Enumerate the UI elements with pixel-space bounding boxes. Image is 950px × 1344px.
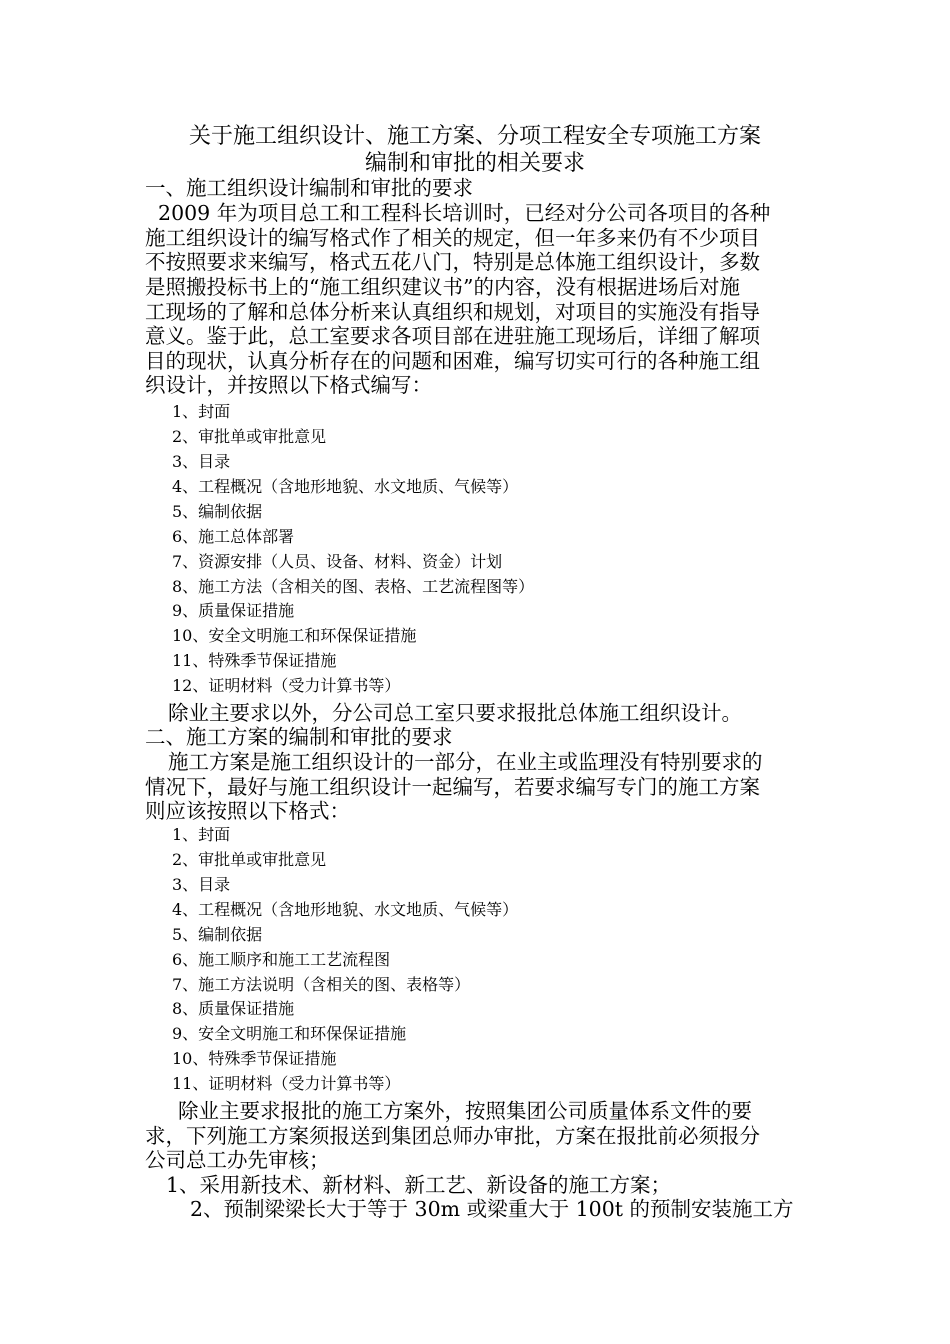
section-2-list-item: 8、质量保证措施 <box>172 999 295 1018</box>
section-2-paragraph-line: 情况下，最好与施工组织设计一起编写，若要求编写专门的施工方案 <box>145 775 760 799</box>
section-1-paragraph-line: 施工组织设计的编写格式作了相关的规定，但一年多来仍有不少项目 <box>145 226 760 250</box>
section-1-heading: 一、施工组织设计编制和审批的要求 <box>145 176 473 200</box>
section-1-list-item: 4、工程概况（含地形地貌、水文地质、气候等） <box>172 477 519 496</box>
section-2-paragraph-line: 施工方案是施工组织设计的一部分，在业主或监理没有特别要求的 <box>168 750 763 774</box>
section-2-list-item: 4、工程概况（含地形地貌、水文地质、气候等） <box>172 900 519 919</box>
section-1-list-item: 1、封面 <box>172 402 231 421</box>
section-2-list-item: 3、目录 <box>172 875 231 894</box>
section-1-list-item: 7、资源安排（人员、设备、材料、资金）计划 <box>172 552 503 571</box>
section-1-paragraph-line: 目的现状，认真分析存在的问题和困难，编写切实可行的各种施工组 <box>145 349 760 373</box>
section-2-paragraph2-line: 公司总工办先审核； <box>145 1148 330 1172</box>
section-2-list-item: 9、安全文明施工和环保保证措施 <box>172 1024 407 1043</box>
section-1-list-item: 3、目录 <box>172 452 231 471</box>
section-2-paragraph2-line: 求，下列施工方案须报送到集团总师办审批，方案在报批前必须报分 <box>145 1124 760 1148</box>
section-2-list-item: 6、施工顺序和施工工艺流程图 <box>172 950 391 969</box>
section-1-list-item: 2、审批单或审批意见 <box>172 427 327 446</box>
section-1-paragraph-line: 意义。鉴于此，总工室要求各项目部在进驻施工现场后，详细了解项 <box>145 324 760 348</box>
document-title-line-1: 关于施工组织设计、施工方案、分项工程安全专项施工方案 <box>188 124 761 149</box>
section-2-list-item: 2、审批单或审批意见 <box>172 850 327 869</box>
document-title-line-2: 编制和审批的相关要求 <box>364 151 585 176</box>
section-2-heading: 二、施工方案的编制和审批的要求 <box>145 725 453 749</box>
section-2-list-item: 5、编制依据 <box>172 925 263 944</box>
section-1-list-item: 9、质量保证措施 <box>172 601 295 620</box>
section-1-closing: 除业主要求以外，分公司总工室只要求报批总体施工组织设计。 <box>168 701 742 725</box>
section-1-paragraph-line: 是照搬投标书上的“施工组织建议书”的内容，没有根据进场后对施 <box>145 275 740 299</box>
section-1-list-item: 8、施工方法（含相关的图、表格、工艺流程图等） <box>172 577 535 596</box>
section-1-paragraph-line: 不按照要求来编写，格式五花八门，特别是总体施工组织设计，多数 <box>145 250 760 274</box>
section-1-list-item: 11、特殊季节保证措施 <box>172 651 337 670</box>
section-2-list-item: 10、特殊季节保证措施 <box>172 1049 337 1068</box>
section-1-paragraph-line: 织设计，并按照以下格式编写： <box>145 373 432 397</box>
section-2-review-item: 1、采用新技术、新材料、新工艺、新设备的施工方案； <box>166 1173 672 1197</box>
section-1-list-item: 12、证明材料（受力计算书等） <box>172 676 401 695</box>
section-2-paragraph2-line: 除业主要求报批的施工方案外，按照集团公司质量体系文件的要 <box>178 1099 752 1123</box>
section-2-list-item: 11、证明材料（受力计算书等） <box>172 1074 401 1093</box>
section-2-review-item: 2、预制梁梁长大于等于 30m 或梁重大于 100t 的预制安装施工方 <box>190 1197 794 1221</box>
section-2-list-item: 7、施工方法说明（含相关的图、表格等） <box>172 975 471 994</box>
section-1-list-item: 5、编制依据 <box>172 502 263 521</box>
section-2-paragraph-line: 则应该按照以下格式： <box>145 799 350 823</box>
section-1-paragraph-line: 2009 年为项目总工和工程科长培训时，已经对分公司各项目的各种 <box>145 201 771 225</box>
section-1-list-item: 10、安全文明施工和环保保证措施 <box>172 626 417 645</box>
section-1-paragraph-line: 工现场的了解和总体分析来认真组织和规划，对项目的实施没有指导 <box>145 300 760 324</box>
section-1-list-item: 6、施工总体部署 <box>172 527 295 546</box>
section-2-list-item: 1、封面 <box>172 825 231 844</box>
